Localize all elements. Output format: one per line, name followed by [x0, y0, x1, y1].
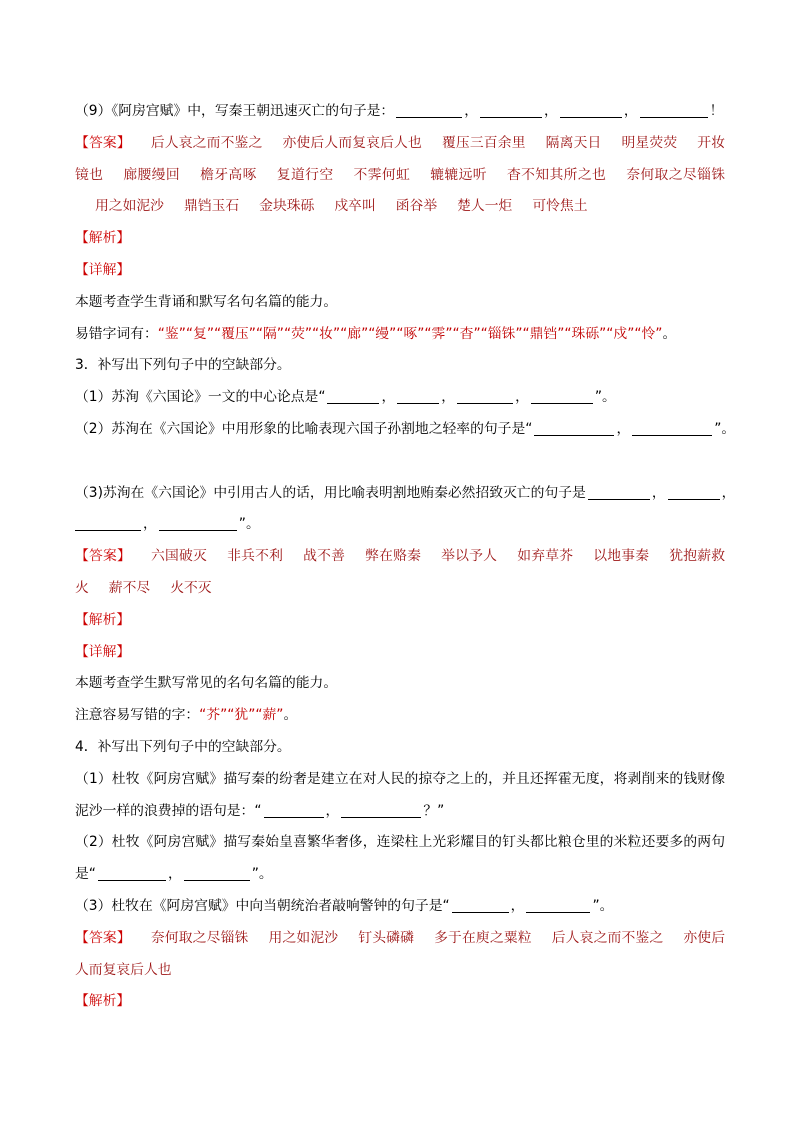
analysis-label: 【解析】	[75, 993, 131, 1010]
answer-blank	[457, 391, 513, 404]
answer-blank	[184, 868, 250, 881]
question-4-item-1	[75, 764, 725, 828]
punctuation: ，	[441, 389, 456, 406]
answer-item: 多于在庾之粟粒	[434, 929, 532, 946]
answer-blank	[560, 105, 622, 118]
answer-item: 薪不尽	[108, 579, 151, 596]
answer-blank	[397, 391, 439, 404]
answer-item: 用之如泥沙	[268, 929, 339, 946]
answer-item: 函谷举	[395, 198, 438, 215]
punctuation: ”。	[238, 516, 260, 533]
answer-item: 钉头磷磷	[358, 929, 415, 946]
answer-item: 不霁何虹	[353, 166, 411, 183]
answer-item: 戍卒叫	[334, 198, 376, 215]
answer-blank	[632, 423, 712, 436]
answer-blank	[327, 391, 379, 404]
answer-item: 覆压三百余里	[441, 134, 526, 151]
answer-blank	[75, 518, 141, 531]
answer-item: 隔离天日	[545, 134, 602, 151]
analysis-heading	[75, 986, 725, 1018]
punctuation: ，	[623, 103, 638, 119]
question-prompt: （3）杜牧在《阿房宫赋》中向当朝统治者敲响警钟的句子是“	[75, 897, 450, 914]
answer-blank	[341, 805, 421, 818]
analysis-heading	[75, 605, 725, 637]
error-prefix: 易错字词有：	[75, 325, 158, 342]
answer-blank	[396, 105, 462, 118]
detail-intro: 本题考查学生默写常见的名句名篇的能力。	[75, 675, 338, 692]
answer-blank	[480, 105, 542, 118]
punctuation: ，	[721, 484, 736, 501]
document-body	[75, 96, 736, 1018]
detail-label: 【详解】	[75, 643, 131, 660]
detail-label: 【详解】	[75, 261, 131, 278]
answer-item: 复道行空	[276, 166, 334, 183]
question-prompt: （1）苏洵《六国论》一文的中心论点是“	[75, 389, 326, 406]
answer-blank	[534, 423, 614, 436]
answer-item: 可怜焦土	[532, 198, 588, 215]
error-prefix: 注意容易写错的字：	[75, 707, 200, 724]
answer-blank	[526, 900, 590, 913]
answer-blank	[264, 805, 324, 818]
analysis-label: 【解析】	[75, 611, 131, 628]
answer-blank	[668, 487, 720, 500]
question-3-item-1	[75, 382, 725, 414]
punctuation: ，	[544, 103, 558, 119]
analysis-label: 【解析】	[75, 230, 131, 247]
punctuation: ，	[325, 802, 340, 819]
answer-block	[75, 541, 725, 605]
question-4-item-2	[75, 827, 725, 891]
question-3-item-3	[75, 478, 736, 542]
answer-item: 后人哀之而不鉴之	[150, 134, 263, 151]
punctuation: ，	[381, 389, 396, 406]
punctuation: ，	[651, 484, 666, 501]
answer-item: 火不灭	[170, 579, 212, 596]
answer-label: 【答案】	[75, 929, 131, 946]
punctuation: ”。	[714, 420, 736, 437]
question-3-item-2	[75, 414, 736, 446]
punctuation: ？”	[423, 802, 445, 819]
answer-item: 开妆镜也	[75, 134, 726, 183]
punctuation: ！	[709, 103, 724, 119]
answer-item: 明星荧荧	[621, 134, 678, 151]
punctuation: ，	[510, 897, 525, 914]
question-heading: 4．补写出下列句子中的空缺部分。	[75, 738, 291, 755]
error-prone-words	[75, 319, 725, 351]
answer-item: 廊腰缦回	[123, 166, 181, 183]
question-prompt: （2）苏洵在《六国论》中用形象的比喻表现六国子孙割地之轻率的句子是“	[75, 420, 533, 437]
punctuation: ，	[464, 103, 479, 119]
punctuation: 。	[662, 325, 677, 342]
answer-block	[75, 923, 725, 987]
detail-text	[75, 287, 725, 319]
question-prompt: （2）杜牧《阿房宫赋》描写秦始皇喜繁华奢侈，连梁柱上光彩耀目的钉头都比粮仓里的米粒还要多的两句是“	[75, 834, 725, 883]
punctuation: ，	[515, 389, 529, 406]
answer-item: 六国破灭	[151, 548, 208, 565]
answer-blank	[98, 868, 166, 881]
question-3-heading	[75, 350, 725, 382]
question-prompt: （1）杜牧《阿房宫赋》描写秦的纷奢是建立在对人民的掠夺之上的，并且还挥霍无度，将剥削来的钱财像泥沙一样的浪费掉的语句是：“	[75, 770, 725, 819]
detail-text	[75, 668, 725, 700]
punctuation: ”。	[592, 897, 614, 914]
question-heading: 3．补写出下列句子中的空缺部分。	[75, 357, 291, 374]
analysis-heading	[75, 223, 725, 255]
punctuation: ，	[167, 866, 182, 883]
answer-item: 奈何取之尽锱铢	[150, 929, 249, 946]
question-prompt: （3)苏洵在《六国论》中引用古人的话，用比喻表明割地贿秦必然招致灭亡的句子是	[75, 484, 586, 501]
answer-item: 奈何取之尽锱铢	[626, 166, 726, 183]
answer-item: 如弃草芥	[517, 548, 574, 565]
answer-blank	[452, 900, 509, 913]
answer-item: 鼎铛玉石	[183, 198, 240, 215]
error-prone-words	[75, 700, 725, 732]
answer-item: 亦使后人而复哀后人也	[282, 134, 422, 151]
punctuation: ”。	[251, 866, 273, 883]
answer-item: 以地事秦	[593, 548, 650, 565]
question-4-heading	[75, 732, 725, 764]
answer-item: 杳不知其所之也	[506, 166, 607, 183]
answer-item: 亦使后人而复哀后人也	[75, 929, 726, 978]
answer-item: 非兵不利	[227, 548, 284, 565]
error-word-list: “鉴”“复”“覆压”“隔”“荧”“妆”“廊”“缦”“啄”“霁”“杳”“锱铢”“鼎铛”“珠砾”“戍”“怜”	[157, 325, 663, 342]
question-4-item-3	[75, 891, 725, 923]
answer-label: 【答案】	[75, 134, 131, 151]
detail-heading	[75, 255, 725, 287]
punctuation: ，	[616, 420, 631, 437]
answer-blank	[159, 518, 237, 531]
punctuation: ，	[143, 516, 157, 533]
answer-item: 举以予人	[441, 548, 498, 565]
answer-item: 檐牙高啄	[200, 166, 257, 183]
punctuation: ”。	[594, 389, 616, 406]
answer-label: 【答案】	[75, 548, 132, 565]
answer-item: 金块珠砾	[259, 198, 315, 215]
answer-blank	[531, 391, 593, 404]
answer-item: 楚人一炬	[457, 198, 513, 215]
answer-item: 犹抱薪救火	[75, 548, 726, 596]
punctuation: 。	[283, 707, 298, 724]
answer-item: 用之如泥沙	[95, 198, 164, 215]
detail-intro: 本题考查学生背诵和默写名句名篇的能力。	[75, 293, 338, 310]
answer-blank	[588, 487, 650, 500]
question-2-item-9	[75, 96, 725, 128]
answer-item: 弊在赂秦	[365, 548, 422, 565]
answer-item: 战不善	[303, 548, 346, 565]
error-word-list: “芥”“犹”“薪”	[199, 707, 284, 724]
answer-block	[75, 128, 725, 223]
detail-heading	[75, 637, 725, 669]
answer-blank	[640, 105, 708, 118]
blank-line	[75, 446, 725, 478]
answer-item: 后人哀之而不鉴之	[551, 929, 664, 946]
answer-item: 辘辘远听	[430, 166, 487, 183]
question-prompt: （9）《阿房宫赋》中，写秦王朝迅速灭亡的句子是：	[75, 103, 395, 119]
